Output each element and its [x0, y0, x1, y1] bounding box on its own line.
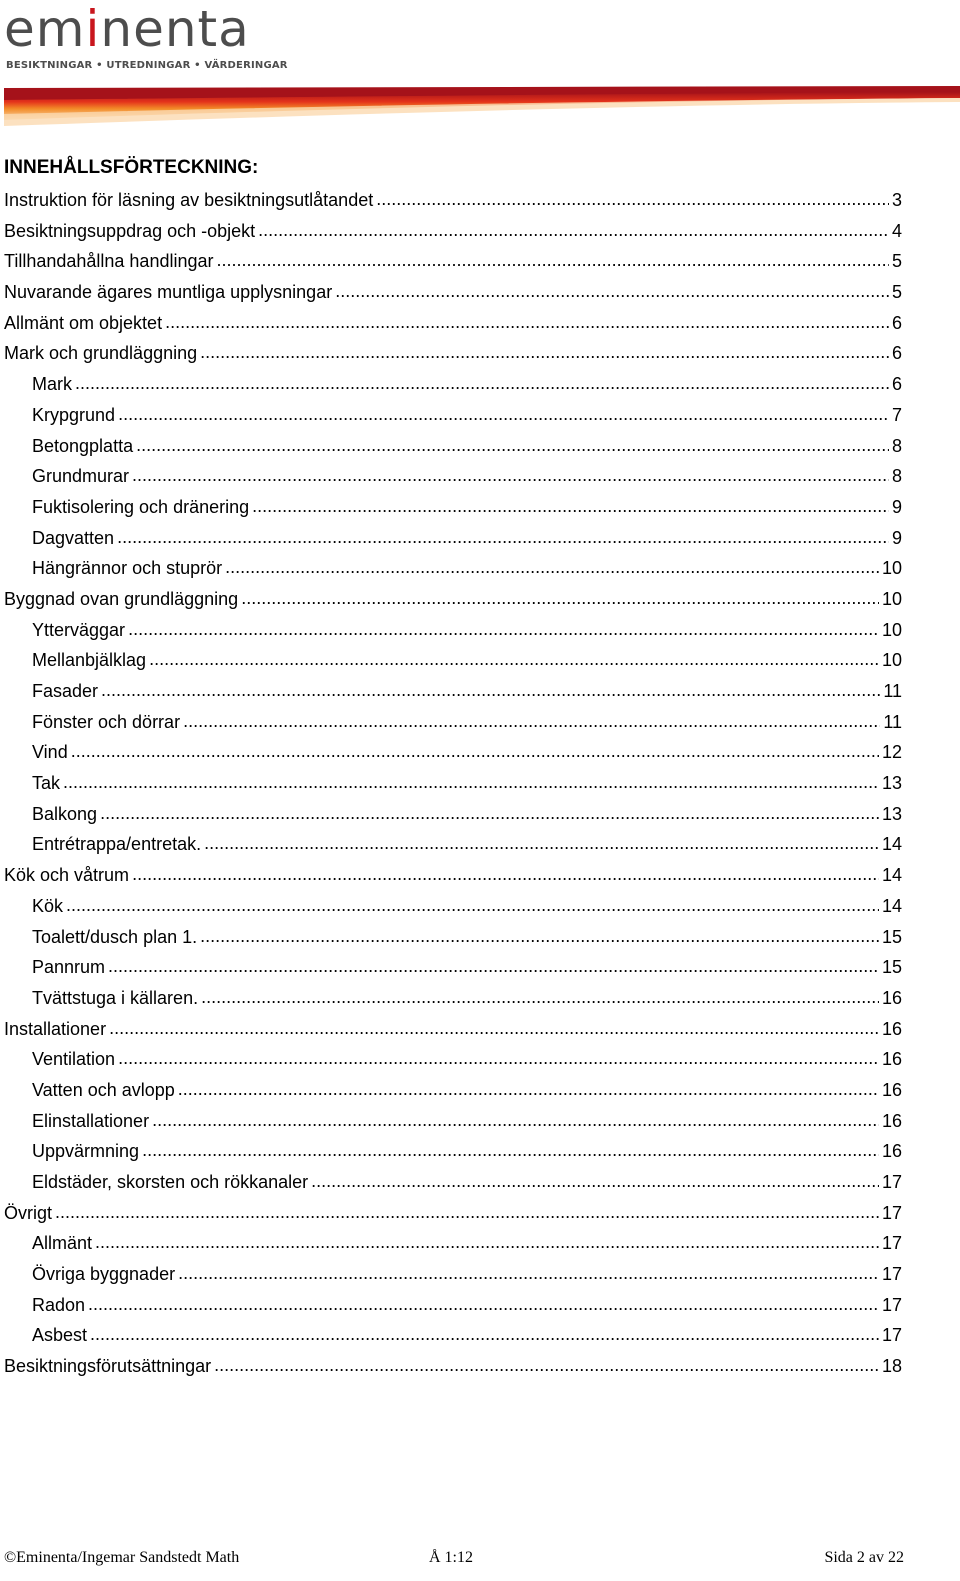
toc-dot-leader: [108, 952, 879, 980]
logo-accent-letter: i: [85, 0, 101, 58]
toc-entry[interactable]: [4, 923, 902, 954]
logo-suffix: nenta: [100, 0, 250, 58]
toc-dot-leader: [311, 1167, 879, 1195]
toc-entry-title: Ventilation: [32, 1049, 116, 1070]
toc-entry-title: Besiktningsuppdrag och -objekt: [4, 220, 256, 241]
toc-entry[interactable]: [4, 278, 902, 309]
toc-entry-title: Dagvatten: [32, 527, 115, 548]
toc-entry-title: Uppvärmning: [32, 1141, 140, 1162]
toc-entry[interactable]: [4, 524, 902, 555]
toc-entry-title: Krypgrund: [32, 404, 116, 425]
toc-entry-page-number: 14: [881, 834, 902, 855]
toc-entry[interactable]: [4, 1168, 902, 1199]
toc-entry-page-number: 17: [881, 1264, 902, 1285]
toc-dot-leader: [241, 584, 879, 612]
toc-dot-leader: [75, 369, 889, 397]
toc-entry[interactable]: [4, 1045, 902, 1076]
toc-dot-leader: [204, 829, 879, 857]
toc-entry-title: Allmänt om objektet: [4, 312, 163, 333]
toc-dot-leader: [55, 1198, 879, 1226]
toc-entry[interactable]: [4, 800, 902, 831]
toc-entry-page-number: 10: [881, 588, 902, 609]
toc-dot-leader: [149, 645, 879, 673]
toc-dot-leader: [225, 553, 879, 581]
toc-entry-page-number: 18: [881, 1356, 902, 1377]
toc-entry-page-number: 14: [881, 865, 902, 886]
toc-entry-page-number: 10: [881, 558, 902, 579]
toc-entry[interactable]: [4, 493, 902, 524]
toc-entry[interactable]: [4, 1229, 902, 1260]
toc-entry-title: Elinstallationer: [32, 1110, 150, 1131]
toc-entry-page-number: 11: [883, 711, 902, 732]
toc-entry-title: Allmänt: [32, 1233, 93, 1254]
toc-entry-page-number: 16: [881, 987, 902, 1008]
toc-entry-title: Pannrum: [32, 957, 106, 978]
toc-entry[interactable]: [4, 646, 902, 677]
toc-entry[interactable]: [4, 554, 902, 585]
toc-entry-title: Instruktion för läsning av besiktningsutlåtandet: [4, 190, 374, 210]
toc-dot-leader: [118, 1044, 879, 1072]
toc-entry-title: Övrigt: [4, 1202, 53, 1223]
toc-dot-leader: [132, 860, 879, 888]
toc-entry-title: Installationer: [4, 1018, 107, 1039]
toc-entry[interactable]: [4, 830, 902, 861]
toc-entry-title: Vatten och avlopp: [32, 1079, 175, 1100]
toc-entry-title: Hängrännor och stuprör: [32, 558, 223, 579]
footer-document-ref: Å 1:12: [429, 1549, 473, 1566]
toc-list: [4, 186, 902, 1383]
toc-entry-page-number: 3: [891, 190, 902, 210]
toc-entry-page-number: 17: [881, 1172, 902, 1192]
toc-entry[interactable]: [4, 1107, 902, 1138]
toc-entry[interactable]: [4, 1199, 902, 1230]
toc-dot-leader: [178, 1259, 879, 1287]
toc-entry-page-number: 13: [881, 773, 902, 794]
toc-entry[interactable]: [4, 1260, 902, 1291]
toc-entry[interactable]: [4, 1352, 902, 1383]
toc-entry-title: Mark: [32, 374, 72, 395]
toc-entry-title: Övriga byggnader: [32, 1264, 176, 1285]
toc-entry-page-number: 16: [881, 1110, 902, 1131]
toc-dot-leader: [66, 891, 879, 919]
toc-entry-title: Tak: [32, 773, 61, 794]
toc-entry[interactable]: [4, 738, 902, 769]
toc-entry-page-number: 15: [881, 926, 902, 947]
toc-entry-title: Balkong: [32, 803, 98, 824]
toc-entry-page-number: 9: [891, 496, 902, 517]
toc-entry-title: Tvättstuga i källaren.: [32, 987, 199, 1008]
toc-dot-leader: [335, 277, 889, 305]
toc-entry-page-number: 4: [891, 220, 902, 241]
toc-entry-page-number: 6: [891, 374, 902, 395]
toc-entry[interactable]: [4, 309, 902, 340]
toc-entry[interactable]: [4, 616, 902, 647]
toc-entry[interactable]: [4, 769, 902, 800]
toc-entry[interactable]: [4, 1076, 902, 1107]
footer-copyright: ©Eminenta/Ingemar Sandstedt Math: [4, 1549, 240, 1566]
toc-dot-leader: [376, 185, 889, 213]
toc-entry[interactable]: [4, 432, 902, 463]
toc-entry-page-number: 5: [891, 282, 902, 303]
toc-entry-page-number: 16: [881, 1079, 902, 1100]
toc-dot-leader: [217, 246, 889, 274]
eminenta-logo: [4, 0, 288, 74]
toc-entry-title: Nuvarande ägares muntliga upplysningar: [4, 282, 333, 303]
logo-prefix: em: [4, 0, 86, 58]
toc-dot-leader: [165, 308, 889, 336]
toc-entry-title: Toalett/dusch plan 1.: [32, 926, 198, 947]
toc-entry-page-number: 15: [881, 957, 902, 978]
toc-entry[interactable]: [4, 339, 902, 370]
toc-entry-page-number: 8: [891, 435, 902, 456]
toc-entry-page-number: 12: [881, 742, 902, 763]
toc-entry-page-number: 6: [891, 312, 902, 333]
toc-entry-title: Kök: [32, 895, 64, 916]
toc-entry-title: Tillhandahållna handlingar: [4, 251, 214, 272]
toc-entry-page-number: 10: [881, 619, 902, 640]
toc-entry-title: Betongplatta: [32, 435, 134, 456]
toc-dot-leader: [128, 615, 879, 643]
toc-entry-title: Byggnad ovan grundläggning: [4, 588, 239, 609]
toc-entry[interactable]: [4, 677, 902, 708]
toc-entry[interactable]: [4, 186, 902, 217]
toc-entry-page-number: 9: [891, 527, 902, 548]
toc-dot-leader: [201, 983, 879, 1011]
toc-dot-leader: [90, 1320, 879, 1348]
toc-dot-leader: [252, 492, 889, 520]
toc-entry-page-number: 17: [881, 1294, 902, 1315]
toc-entry[interactable]: [4, 892, 902, 923]
toc-entry[interactable]: [4, 1291, 902, 1322]
toc-entry[interactable]: [4, 953, 902, 984]
toc-entry-title: Mark och grundläggning: [4, 343, 198, 364]
toc-dot-leader: [100, 799, 879, 827]
toc-entry[interactable]: [4, 247, 902, 278]
toc-entry[interactable]: [4, 217, 902, 248]
toc-entry[interactable]: [4, 984, 902, 1015]
logo-tagline: BESIKTNINGAR • UTREDNINGAR • VÄRDERINGAR: [6, 60, 288, 71]
toc-entry-page-number: 13: [881, 803, 902, 824]
toc-entry-page-number: 5: [891, 251, 902, 272]
toc-entry-page-number: 16: [881, 1049, 902, 1070]
footer-page-number: Sida 2 av 22: [824, 1549, 904, 1566]
toc-dot-leader: [101, 676, 880, 704]
toc-dot-leader: [136, 431, 889, 459]
toc-dot-leader: [63, 768, 879, 796]
toc-entry-page-number: 17: [881, 1233, 902, 1254]
toc-entry-title: Besiktningsförutsättningar: [4, 1356, 212, 1377]
toc-entry-title: Mellanbjälklag: [32, 650, 147, 671]
toc-entry[interactable]: [4, 462, 902, 493]
toc-entry[interactable]: [4, 708, 902, 739]
toc-entry-title: Radon: [32, 1294, 86, 1315]
toc-entry-title: Fuktisolering och dränering: [32, 496, 250, 517]
toc-dot-leader: [71, 737, 879, 765]
toc-title: INNEHÅLLSFÖRTECKNING:: [4, 157, 259, 178]
toc-entry-title: Asbest: [32, 1325, 88, 1346]
toc-entry-title: Grundmurar: [32, 466, 130, 487]
toc-entry-title: Eldstäder, skorsten och rökkanaler: [32, 1172, 309, 1192]
toc-dot-leader: [258, 216, 889, 244]
toc-entry-title: Ytterväggar: [32, 619, 126, 640]
toc-entry-title: Entrétrappa/entretak.: [32, 834, 202, 855]
toc-entry-title: Kök och våtrum: [4, 865, 130, 886]
toc-entry-title: Fasader: [32, 681, 99, 701]
toc-entry-page-number: 10: [881, 650, 902, 671]
page-header: [0, 0, 960, 130]
toc-entry[interactable]: [4, 585, 902, 616]
toc-dot-leader: [152, 1106, 879, 1134]
toc-entry-page-number: 17: [881, 1325, 902, 1346]
header-swoosh-graphic: [0, 80, 960, 128]
toc-entry-title: Fönster och dörrar: [32, 711, 181, 732]
toc-entry-page-number: 16: [881, 1141, 902, 1162]
toc-entry[interactable]: [4, 1321, 902, 1352]
toc-dot-leader: [142, 1136, 879, 1164]
toc-entry[interactable]: [4, 370, 902, 401]
toc-entry-page-number: 11: [883, 681, 902, 701]
toc-dot-leader: [117, 523, 889, 551]
page-footer: [4, 1546, 904, 1570]
toc-dot-leader: [132, 461, 889, 489]
toc-entry-title: Vind: [32, 742, 68, 763]
toc-entry-page-number: 8: [891, 466, 902, 487]
toc-entry-page-number: 17: [881, 1202, 902, 1223]
toc-entry[interactable]: [4, 1015, 902, 1046]
toc-dot-leader: [200, 922, 879, 950]
toc-dot-leader: [183, 707, 880, 735]
toc-dot-leader: [88, 1290, 879, 1318]
toc-entry[interactable]: [4, 861, 902, 892]
toc-dot-leader: [200, 338, 889, 366]
toc-dot-leader: [178, 1075, 879, 1103]
toc-dot-leader: [109, 1014, 879, 1042]
toc-entry-page-number: 7: [891, 404, 902, 425]
toc-dot-leader: [95, 1228, 879, 1256]
toc-entry-page-number: 14: [881, 895, 902, 916]
toc-entry-page-number: 6: [891, 343, 902, 364]
logo-wordmark: [4, 0, 250, 58]
toc-entry[interactable]: [4, 1137, 902, 1168]
toc-dot-leader: [118, 400, 889, 428]
toc-entry[interactable]: [4, 401, 902, 432]
toc-entry-page-number: 16: [881, 1018, 902, 1039]
toc-dot-leader: [214, 1351, 879, 1379]
